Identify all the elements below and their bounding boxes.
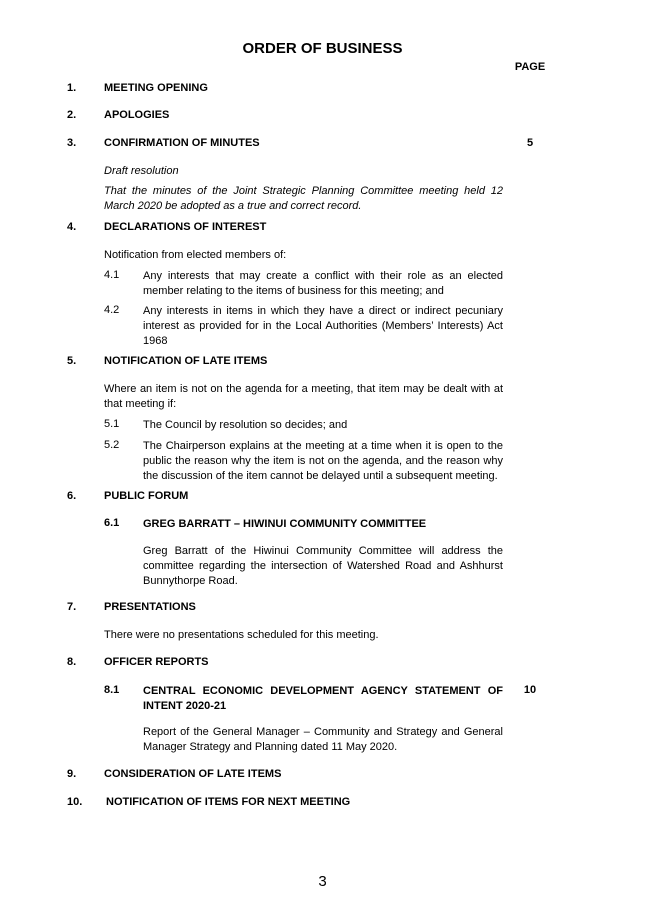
item-number: 1.	[67, 82, 77, 94]
item-heading: PRESENTATIONS	[104, 601, 196, 613]
page-reference: 5	[526, 137, 534, 149]
item-number: 5.	[67, 355, 77, 367]
sub-item-text: Any interests in items in which they have a direct or indirect pecuniary interest as provided for in the Local Authorities (Members’ Interests) Act 1968	[143, 305, 503, 347]
sub-item-number: 8.1	[104, 684, 120, 696]
draft-resolution-label: Draft resolution	[104, 165, 179, 177]
sub-item-heading: GREG BARRATT – HIWINUI COMMUNITY COMMITTEE	[143, 518, 427, 530]
draft-resolution-text: That the minutes of the Joint Strategic Planning Committee meeting held 12 March 2020 be adopted as a true and correct record.	[104, 185, 503, 212]
item-heading: CONFIRMATION OF MINUTES	[104, 137, 260, 149]
item-heading: PUBLIC FORUM	[104, 490, 189, 502]
page-title: ORDER OF BUSINESS	[242, 40, 403, 57]
item-heading: NOTIFICATION OF ITEMS FOR NEXT MEETING	[106, 796, 351, 808]
item-heading: CONSIDERATION OF LATE ITEMS	[104, 768, 282, 780]
item-number: 6.	[67, 490, 77, 502]
sub-item-text: The Council by resolution so decides; and	[143, 419, 348, 431]
sub-item-number: 5.2	[104, 439, 120, 451]
item-number: 10.	[67, 796, 83, 808]
item-number: 4.	[67, 221, 77, 233]
page-number: 3	[318, 873, 327, 890]
sub-item-text: The Chairperson explains at the meeting at a time when it is open to the public the reason why the item is not on the agenda, and the reason why the discussion of the item cannot be delayed until a subsequent meeting.	[143, 440, 503, 482]
item-heading: DECLARATIONS OF INTEREST	[104, 221, 267, 233]
item-intro: Notification from elected members of:	[104, 249, 287, 261]
page-column-header: PAGE	[514, 61, 546, 73]
item-number: 8.	[67, 656, 77, 668]
sub-item-text: Greg Barratt of the Hiwinui Community Committee will address the committee regarding the intersection of Watershed Road and Ashhurst Bunnythorpe Road.	[143, 545, 503, 587]
item-number: 9.	[67, 768, 77, 780]
item-heading: APOLOGIES	[104, 109, 170, 121]
page-reference: 10	[523, 684, 537, 696]
sub-item-text: Report of the General Manager – Community and Strategy and General Manager Strategy and Planning dated 11 May 2020.	[143, 726, 503, 753]
item-heading: NOTIFICATION OF LATE ITEMS	[104, 355, 268, 367]
item-number: 7.	[67, 601, 77, 613]
sub-item-text: Any interests that may create a conflict with their role as an elected member relating to the items of business for this meeting; and	[143, 270, 503, 297]
sub-item-heading: CENTRAL ECONOMIC DEVELOPMENT AGENCY STATEMENT OF INTENT 2020-21	[143, 685, 503, 712]
item-intro: Where an item is not on the agenda for a meeting, that item may be dealt with at that meeting if:	[104, 383, 503, 410]
item-intro: There were no presentations scheduled for this meeting.	[104, 629, 379, 641]
item-number: 3.	[67, 137, 77, 149]
sub-item-number: 6.1	[104, 517, 120, 529]
sub-item-number: 4.2	[104, 304, 120, 316]
sub-item-number: 5.1	[104, 418, 120, 430]
item-heading: OFFICER REPORTS	[104, 656, 209, 668]
item-number: 2.	[67, 109, 77, 121]
sub-item-number: 4.1	[104, 269, 120, 281]
item-heading: MEETING OPENING	[104, 82, 208, 94]
